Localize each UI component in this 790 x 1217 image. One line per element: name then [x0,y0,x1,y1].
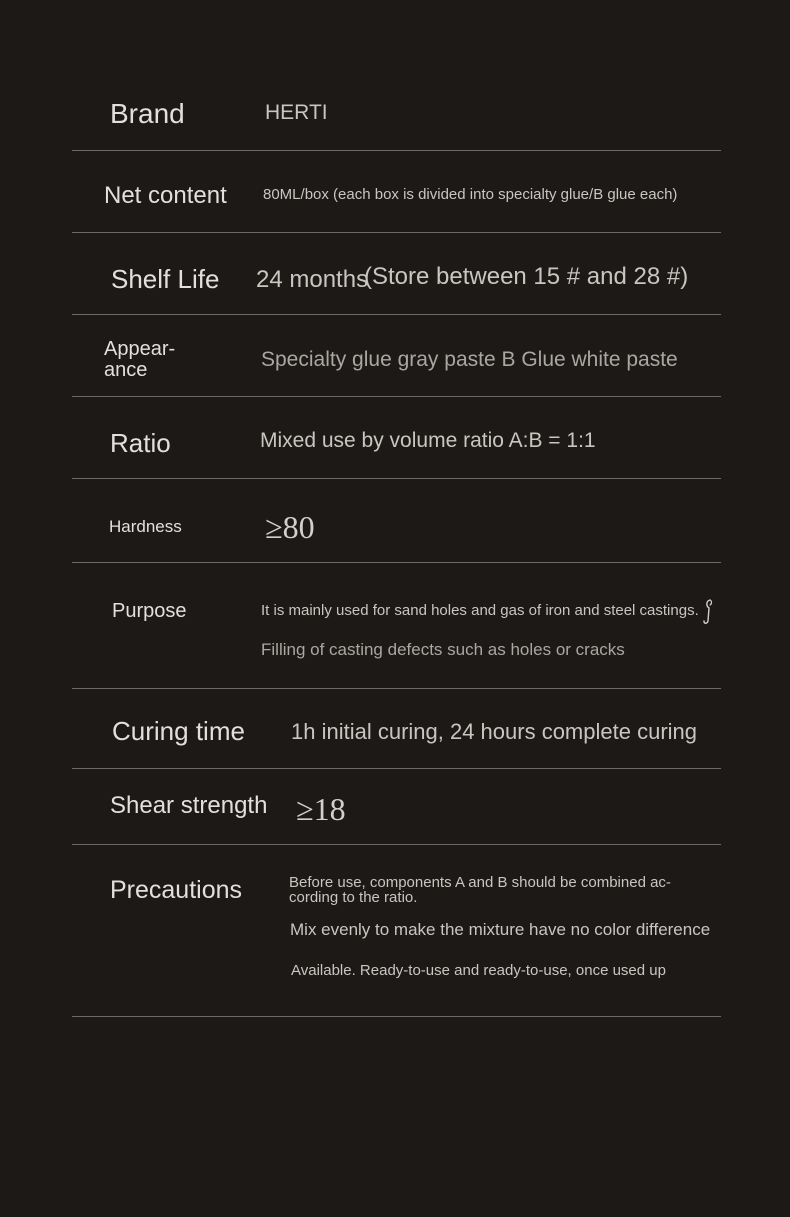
shear-strength-label: Shear strength [110,792,268,819]
spec-row-curing-time [72,688,721,769]
spec-row-precautions [72,844,721,1017]
shelf-life-storage-note: (Store between 15 # and 28 #) [364,263,689,290]
spec-row-shelf-life [72,232,721,315]
spec-row-net-content [72,150,721,233]
precautions-line-1a: Before use, components A and B should be combined ac- [289,874,671,891]
appearance-label-line-1: Appear- [104,338,176,360]
shelf-life-label: Shelf Life [111,264,220,294]
appearance-label-line-2: ance [104,359,148,381]
net-content-label: Net content [104,182,227,209]
ratio-label: Ratio [110,428,171,458]
curing-time-value: 1h initial curing, 24 hours complete curing [291,719,698,744]
spec-row-ratio [72,396,721,479]
appearance-value: Specialty glue gray paste B Glue white paste [261,348,678,371]
purpose-label: Purpose [112,600,187,622]
precautions-line-3: Available. Ready-to-use and ready-to-use, once used up [291,962,666,979]
hardness-label: Hardness [109,517,182,536]
precautions-line-1b: cording to the ratio. [289,889,418,906]
shelf-life-months: 24 months [256,266,369,293]
spec-row-appearance [72,314,721,397]
curing-time-label: Curing time [112,716,245,746]
spec-row-shear-strength [72,768,721,845]
ratio-value: Mixed use by volume ratio A:B = 1:1 [260,429,596,452]
hardness-value: ≥80 [265,509,315,545]
spec-row-hardness [72,478,721,563]
precautions-line-2: Mix evenly to make the mixture have no color difference [290,920,711,939]
brand-value: HERTI [265,101,328,124]
spec-row-purpose [72,562,721,689]
brand-label: Brand [110,98,185,129]
precautions-label: Precautions [110,876,243,904]
net-content-value: 80ML/box (each box is divided into specialty glue/B glue each) [263,186,678,203]
spec-row-brand [72,68,721,151]
shear-strength-value: ≥18 [296,791,346,827]
purpose-line-2: Filling of casting defects such as holes or cracks [261,640,625,659]
hook-icon [702,598,716,631]
purpose-line-1: It is mainly used for sand holes and gas of iron and steel castings. [261,602,699,619]
